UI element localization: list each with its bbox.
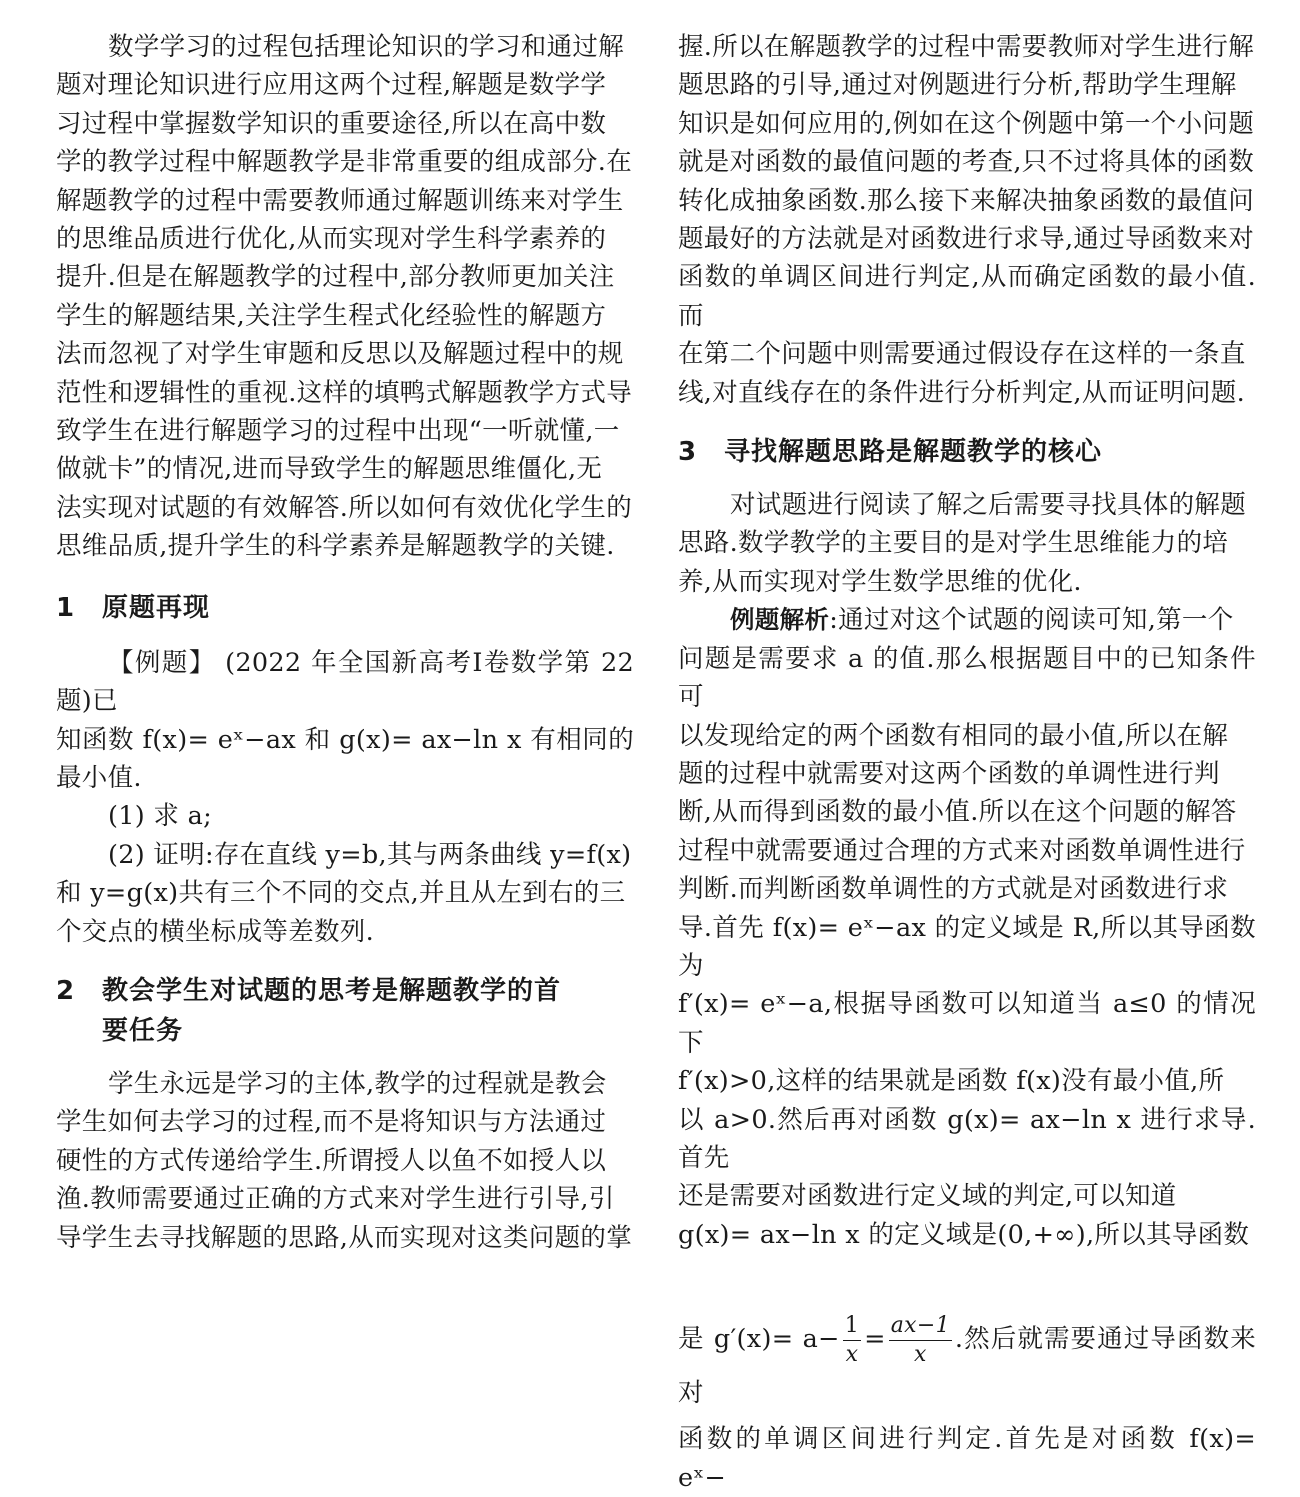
section-number: 2 <box>56 975 76 1006</box>
section-title: 教会学生对试题的思考是解题教学的首 要任务 <box>102 975 562 1046</box>
intro-paragraph: 数学学习的过程包括理论知识的学习和通过解 题对理论知识进行应用这两个过程,解题是数学学 习过程中掌握数学知识的重要途径,所以在高中数 学的教学过程中解题教学是非常重要的组成部分.在 解题教学的过程中需要教师通过解题训练来对学生 的思维品质进行优化,从而实现对学生科学素养的 提升.但是在解题教学的过程中,部分教师更加关注 学生的解题结果,关注学生程式化经验性的解题方 法而忽视了对学生审题和反思以及解题过程中的规 范性和逻辑性的重视.这样的填鸭式解题教学方式导 致学生在进行解题学习的过程中出现“一听就懂,一 做就卡”的情况,进而导致学生的解题思维僵化,无 法实现对试题的有效解答.所以如何有效优化学生的 思维品质,提升学生的科学素养是解题教学的关键. <box>56 32 633 562</box>
example-statement: 【例题】 (2022 年全国新高考Ⅰ卷数学第 22 题)已 知函数 f(x)= eˣ−ax 和 g(x)= ax−ln x 有相同的最小值. <box>56 647 634 793</box>
derivative-prefix: 是 g′(x)= a− <box>678 1324 840 1355</box>
right-column <box>678 28 1256 1497</box>
derivative-line <box>678 1258 1256 1420</box>
continued-paragraph: 握.所以在解题教学的过程中需要教师对学生进行解 题思路的引导,通过对例题进行分析,帮助学生理解 知识是如何应用的,例如在这个例题中第一个小问题 就是对函数的最值问题的考查,只不过将具体的函数 转化成抽象函数.那么接下来解决抽象函数的最值问 题最好的方法就是对函数进行求导,通过导函数来对 函数的单调区间进行判定,从而确定函数的最小值.而 在第二个问题中则需要通过假设存在这样的一条直 线,对直线存在的条件进行分析判定,从而证明问题. <box>678 32 1256 408</box>
section-2-heading <box>56 971 634 1051</box>
question-2: (2) 证明:存在直线 y=b,其与两条曲线 y=f(x) 和 y=g(x)共有三个不同的交点,并且从左到右的三 个交点的横坐标成等差数列. <box>56 839 632 947</box>
question-1: (1) 求 a; <box>108 801 213 832</box>
fraction-one-over-x <box>843 1312 861 1367</box>
section-number: 1 <box>56 592 76 623</box>
equals-sign: = <box>864 1324 886 1355</box>
section-3-heading <box>678 432 1256 472</box>
fraction-ax-minus-1-over-x <box>889 1312 952 1367</box>
left-column <box>56 28 634 1257</box>
fraction-denominator: x <box>845 1341 859 1367</box>
section-title: 原题再现 <box>102 592 211 623</box>
section-2-paragraph: 学生永远是学习的主体,教学的过程就是教会 学生如何去学习的过程,而不是将知识与方法通过 硬性的方式传递给学生.所谓授人以鱼不如授人以 渔.教师需要通过正确的方式来对学生进行引导,引 导学生去寻找解题的思路,从而实现对这类问题的掌 <box>56 1068 633 1253</box>
section-3-paragraph: 对试题进行阅读了解之后需要寻找具体的解题 思路.数学教学的主要目的是对学生思维能力的培 养,从而实现对学生数学思维的优化. <box>678 490 1247 597</box>
analysis-text: :通过对这个试题的阅读可知,第一个 问题是需要求 a 的值.那么根据题目中的已知条件可 以发现给定的两个函数有相同的最小值,所以在解 题的过程中就需要对这两个函数的单调性进行判 断,从而得到函数的最小值.所以在这个问题的解答 过程中就需要通过合理的方式来对函数单调性进行 判断.而判断函数单调性的方式就是对函数进行求 导.首先 f(x)= eˣ−ax 的定义域是 R,所以其导函数为 f′(x)= eˣ−a,根据导函数可以知道当 a≤0 的情况下 f′(x)>0,这样的结果就是函数 f(x)没有最小值,所 以 a>0.然后再对函数 g(x)= ax−ln x 进行求导.首先 还是需要对函数进行定义域的判定,可以知道 g(x)= ax−ln x 的定义域是(0,+∞),所以其导函数 <box>678 605 1256 1250</box>
fraction-numerator: ax−1 <box>889 1315 952 1341</box>
final-line: 函数的单调区间进行判定.首先是对函数 f(x)= eˣ− <box>678 1424 1256 1493</box>
derivative-suffix: .然后就需要通过导函数来对 <box>678 1324 1256 1409</box>
section-title: 寻找解题思路是解题教学的核心 <box>724 437 1103 468</box>
fraction-numerator: 1 <box>843 1315 861 1341</box>
section-number: 3 <box>678 437 698 468</box>
fraction-denominator: x <box>913 1341 927 1367</box>
analysis-paragraph <box>678 601 1256 1254</box>
analysis-label: 例题解析 <box>730 605 830 635</box>
section-1-heading <box>56 588 634 628</box>
